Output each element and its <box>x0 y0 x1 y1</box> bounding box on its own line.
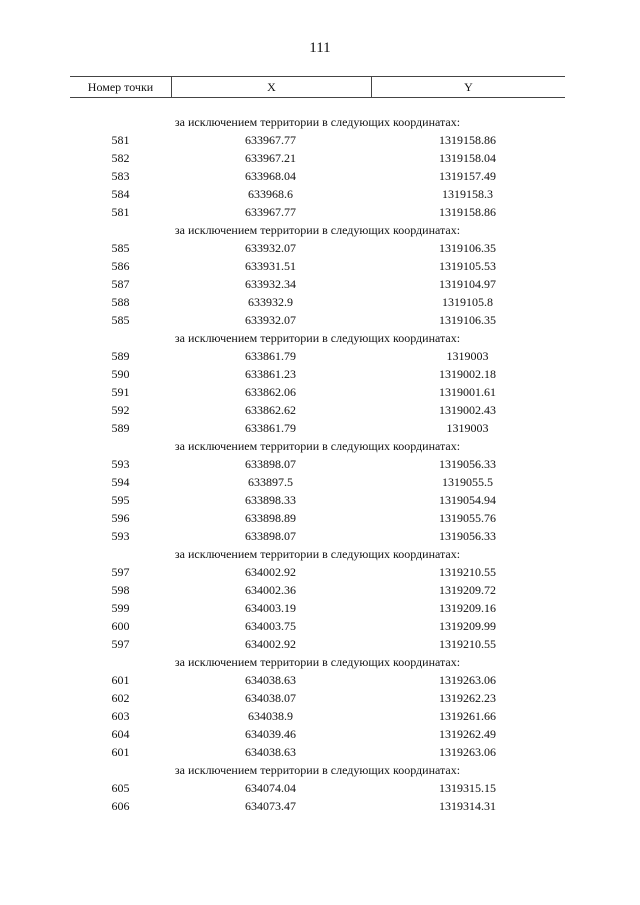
y-cell: 1319209.72 <box>439 583 496 597</box>
table-row <box>70 275 565 293</box>
point-number-cell: 599 <box>111 601 130 615</box>
x-cell: 634038.9 <box>248 709 293 723</box>
point-number-cell: 589 <box>111 349 130 363</box>
y-cell: 1319210.55 <box>439 565 496 579</box>
y-cell: 1319105.8 <box>442 295 493 309</box>
y-cell: 1319003 <box>446 421 489 435</box>
y-cell: 1319158.86 <box>439 205 496 219</box>
table-row <box>70 689 565 707</box>
page-number: 111 <box>309 40 331 56</box>
x-cell: 633931.51 <box>245 259 296 273</box>
table-row <box>70 455 565 473</box>
y-cell: 1319209.16 <box>439 601 496 615</box>
point-number-cell: 598 <box>111 583 130 597</box>
exclusion-note: за исключением территории в следующих координатах: <box>174 331 461 345</box>
x-cell: 634002.36 <box>245 583 296 597</box>
x-cell: 633968.04 <box>245 169 296 183</box>
table-body <box>70 113 565 815</box>
point-number-cell: 601 <box>111 745 130 759</box>
x-cell: 634039.46 <box>245 727 296 741</box>
y-cell: 1319315.15 <box>439 781 496 795</box>
x-cell: 634002.92 <box>245 637 296 651</box>
y-cell: 1319105.53 <box>439 259 496 273</box>
y-cell: 1319054.94 <box>439 493 496 507</box>
table-row <box>70 725 565 743</box>
x-cell: 633862.06 <box>245 385 296 399</box>
point-number-cell: 606 <box>111 799 130 813</box>
point-number-cell: 581 <box>111 205 130 219</box>
table-row <box>70 707 565 725</box>
y-cell: 1319002.43 <box>439 403 496 417</box>
point-number-cell: 595 <box>111 493 130 507</box>
y-cell: 1319106.35 <box>439 313 496 327</box>
x-cell: 633861.23 <box>245 367 296 381</box>
point-number-cell: 585 <box>111 313 130 327</box>
x-cell: 633898.07 <box>245 529 296 543</box>
table-row <box>70 293 565 311</box>
table-row <box>70 509 565 527</box>
y-cell: 1319262.49 <box>439 727 496 741</box>
y-cell: 1319002.18 <box>439 367 496 381</box>
header-x: X <box>172 77 372 97</box>
y-cell: 1319158.3 <box>442 187 493 201</box>
x-cell: 633862.62 <box>245 403 296 417</box>
point-number-cell: 586 <box>111 259 130 273</box>
x-cell: 634003.75 <box>245 619 296 633</box>
table-row <box>70 131 565 149</box>
point-number-cell: 593 <box>111 457 130 471</box>
table-row <box>70 617 565 635</box>
point-number-cell: 583 <box>111 169 130 183</box>
point-number-cell: 594 <box>111 475 130 489</box>
y-cell: 1319210.55 <box>439 637 496 651</box>
table-row <box>70 779 565 797</box>
y-cell: 1319209.99 <box>439 619 496 633</box>
x-cell: 634074.04 <box>245 781 296 795</box>
x-cell: 633967.21 <box>245 151 296 165</box>
x-cell: 633968.6 <box>248 187 293 201</box>
x-cell: 633898.33 <box>245 493 296 507</box>
y-cell: 1319262.23 <box>439 691 496 705</box>
x-cell: 633932.07 <box>245 313 296 327</box>
table-row <box>70 527 565 545</box>
table-row <box>70 257 565 275</box>
x-cell: 634003.19 <box>245 601 296 615</box>
x-cell: 634038.63 <box>245 745 296 759</box>
x-cell: 633932.34 <box>245 277 296 291</box>
y-cell: 1319106.35 <box>439 241 496 255</box>
y-cell: 1319263.06 <box>439 745 496 759</box>
table-row <box>70 491 565 509</box>
point-number-cell: 591 <box>111 385 130 399</box>
exclusion-note: за исключением территории в следующих координатах: <box>174 547 461 561</box>
x-cell: 633967.77 <box>245 205 296 219</box>
table-row <box>70 797 565 815</box>
exclusion-note: за исключением территории в следующих координатах: <box>174 223 461 237</box>
table-row <box>70 167 565 185</box>
y-cell: 1319158.04 <box>439 151 496 165</box>
y-cell: 1319261.66 <box>439 709 496 723</box>
y-cell: 1319157.49 <box>439 169 496 183</box>
table-row <box>70 401 565 419</box>
table-row <box>70 599 565 617</box>
table-row <box>70 635 565 653</box>
table-row <box>70 473 565 491</box>
coordinates-table <box>70 76 565 815</box>
point-number-cell: 602 <box>111 691 130 705</box>
x-cell: 633932.07 <box>245 241 296 255</box>
table-row <box>70 239 565 257</box>
point-number-cell: 582 <box>111 151 130 165</box>
x-cell: 634073.47 <box>245 799 296 813</box>
point-number-cell: 593 <box>111 529 130 543</box>
point-number-cell: 603 <box>111 709 130 723</box>
x-cell: 634038.63 <box>245 673 296 687</box>
point-number-cell: 596 <box>111 511 130 525</box>
y-cell: 1319104.97 <box>439 277 496 291</box>
exclusion-note: за исключением территории в следующих координатах: <box>174 655 461 669</box>
x-cell: 633861.79 <box>245 421 296 435</box>
table-row <box>70 383 565 401</box>
point-number-cell: 587 <box>111 277 130 291</box>
point-number-cell: 581 <box>111 133 130 147</box>
point-number-cell: 589 <box>111 421 130 435</box>
y-cell: 1319055.5 <box>442 475 493 489</box>
point-number-cell: 605 <box>111 781 130 795</box>
header-point-number: Номер точки <box>70 77 172 97</box>
x-cell: 633898.89 <box>245 511 296 525</box>
x-cell: 633898.07 <box>245 457 296 471</box>
table-row <box>70 149 565 167</box>
exclusion-note: за исключением территории в следующих координатах: <box>174 763 461 777</box>
exclusion-note: за исключением территории в следующих координатах: <box>174 115 461 129</box>
table-row <box>70 563 565 581</box>
exclusion-note: за исключением территории в следующих координатах: <box>174 439 461 453</box>
table-row <box>70 311 565 329</box>
table-header <box>70 76 565 98</box>
y-cell: 1319055.76 <box>439 511 496 525</box>
table-row <box>70 671 565 689</box>
y-cell: 1319263.06 <box>439 673 496 687</box>
table-row <box>70 419 565 437</box>
table-row <box>70 347 565 365</box>
x-cell: 633967.77 <box>245 133 296 147</box>
x-cell: 633861.79 <box>245 349 296 363</box>
x-cell: 634038.07 <box>245 691 296 705</box>
y-cell: 1319158.86 <box>439 133 496 147</box>
y-cell: 1319001.61 <box>439 385 496 399</box>
table-row <box>70 203 565 221</box>
point-number-cell: 597 <box>111 565 130 579</box>
table-row <box>70 743 565 761</box>
y-cell: 1319056.33 <box>439 529 496 543</box>
x-cell: 633932.9 <box>248 295 293 309</box>
point-number-cell: 597 <box>111 637 130 651</box>
x-cell: 633897.5 <box>248 475 293 489</box>
point-number-cell: 601 <box>111 673 130 687</box>
point-number-cell: 584 <box>111 187 130 201</box>
y-cell: 1319056.33 <box>439 457 496 471</box>
point-number-cell: 588 <box>111 295 130 309</box>
point-number-cell: 592 <box>111 403 130 417</box>
x-cell: 634002.92 <box>245 565 296 579</box>
point-number-cell: 600 <box>111 619 130 633</box>
y-cell: 1319314.31 <box>439 799 496 813</box>
table-row <box>70 581 565 599</box>
y-cell: 1319003 <box>446 349 489 363</box>
point-number-cell: 604 <box>111 727 130 741</box>
header-y: Y <box>464 79 473 94</box>
table-row <box>70 185 565 203</box>
point-number-cell: 585 <box>111 241 130 255</box>
table-row <box>70 365 565 383</box>
point-number-cell: 590 <box>111 367 130 381</box>
